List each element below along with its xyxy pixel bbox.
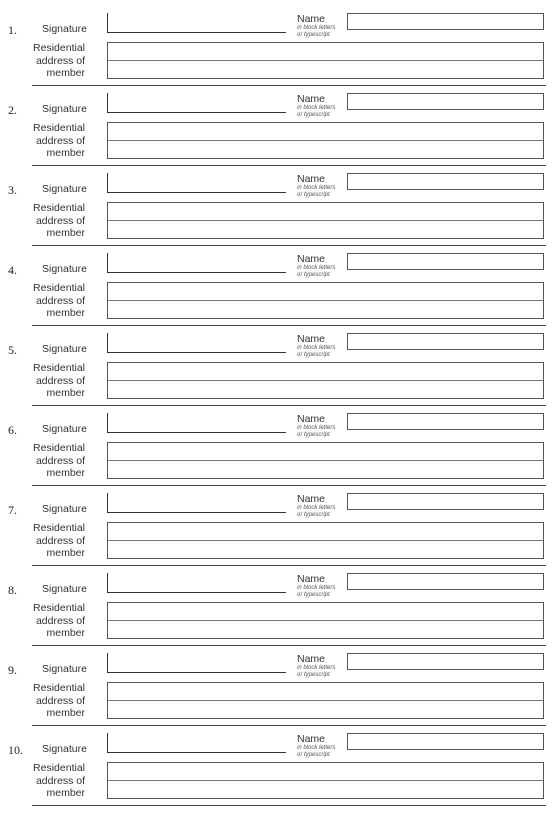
signature-label: Signature	[42, 23, 87, 35]
residential-address-field[interactable]	[107, 682, 544, 719]
address-label-line: Residential	[33, 122, 85, 134]
signature-field[interactable]	[107, 93, 286, 113]
address-line-divider	[108, 60, 543, 61]
entry-number: 9.	[8, 663, 17, 677]
member-entry	[0, 173, 556, 253]
name-field[interactable]	[347, 573, 544, 590]
address-label-line: member	[46, 67, 85, 79]
address-label-line: member	[46, 387, 85, 399]
entry-divider	[32, 645, 546, 646]
address-label-line: address of	[35, 614, 85, 627]
entry-divider	[32, 565, 546, 566]
signature-field[interactable]	[107, 413, 286, 433]
signature-field[interactable]	[107, 573, 286, 593]
name-field[interactable]	[347, 733, 544, 750]
address-label-line: address of	[35, 54, 85, 67]
name-label: Name	[297, 333, 326, 345]
name-hint-block-letters: in block letters	[297, 425, 336, 431]
address-label-line: Residential	[33, 282, 85, 294]
entry-divider	[32, 725, 546, 726]
signature-label: Signature	[42, 103, 87, 115]
entry-divider	[32, 325, 546, 326]
entry-number: 7.	[8, 503, 17, 517]
member-entry	[0, 733, 556, 813]
residential-address-field[interactable]	[107, 522, 544, 559]
address-label-line: Residential	[33, 682, 85, 694]
name-label: Name	[297, 173, 326, 185]
address-label-line: address of	[35, 214, 85, 227]
address-label-line: Residential	[33, 522, 85, 534]
entry-number: 3.	[8, 183, 17, 197]
name-hint-typescript: or typescript	[297, 352, 330, 358]
entry-number: 4.	[8, 263, 17, 277]
address-label-line: member	[46, 547, 85, 559]
name-field[interactable]	[347, 253, 544, 270]
name-hint-block-letters: in block letters	[297, 105, 336, 111]
address-line-divider	[108, 620, 543, 621]
residential-address-label	[15, 602, 85, 640]
name-hint-block-letters: in block letters	[297, 505, 336, 511]
member-entry	[0, 653, 556, 733]
member-entry	[0, 13, 556, 93]
entry-number: 6.	[8, 423, 17, 437]
name-hint-block-letters: in block letters	[297, 25, 336, 31]
signature-label: Signature	[42, 663, 87, 675]
address-line-divider	[108, 780, 543, 781]
address-label-line: Residential	[33, 602, 85, 614]
residential-address-label	[15, 282, 85, 320]
name-field[interactable]	[347, 493, 544, 510]
member-entry	[0, 493, 556, 573]
member-entry	[0, 253, 556, 333]
entry-number: 8.	[8, 583, 17, 597]
signature-label: Signature	[42, 183, 87, 195]
member-entry	[0, 413, 556, 493]
residential-address-label	[15, 362, 85, 400]
signature-field[interactable]	[107, 733, 286, 753]
name-field[interactable]	[347, 173, 544, 190]
name-label: Name	[297, 93, 326, 105]
address-line-divider	[108, 460, 543, 461]
residential-address-field[interactable]	[107, 122, 544, 159]
address-label-line: address of	[35, 454, 85, 467]
address-label-line: member	[46, 147, 85, 159]
address-label-line: address of	[35, 534, 85, 547]
address-label-line: Residential	[33, 362, 85, 374]
signature-field[interactable]	[107, 493, 286, 513]
entry-divider	[32, 165, 546, 166]
member-entry	[0, 93, 556, 173]
name-hint-typescript: or typescript	[297, 752, 330, 758]
signature-field[interactable]	[107, 173, 286, 193]
residential-address-field[interactable]	[107, 42, 544, 79]
residential-address-label	[15, 442, 85, 480]
address-label-line: member	[46, 227, 85, 239]
address-label-line: address of	[35, 134, 85, 147]
address-label-line: address of	[35, 374, 85, 387]
address-label-line: member	[46, 627, 85, 639]
residential-address-field[interactable]	[107, 442, 544, 479]
name-hint-block-letters: in block letters	[297, 585, 336, 591]
address-label-line: address of	[35, 694, 85, 707]
signature-field[interactable]	[107, 653, 286, 673]
entry-divider	[32, 485, 546, 486]
signature-label: Signature	[42, 263, 87, 275]
name-hint-block-letters: in block letters	[297, 345, 336, 351]
name-hint-block-letters: in block letters	[297, 265, 336, 271]
address-line-divider	[108, 380, 543, 381]
name-hint-block-letters: in block letters	[297, 665, 336, 671]
signature-label: Signature	[42, 503, 87, 515]
address-line-divider	[108, 300, 543, 301]
address-label-line: member	[46, 787, 85, 799]
name-label: Name	[297, 253, 326, 265]
name-hint-typescript: or typescript	[297, 512, 330, 518]
address-line-divider	[108, 540, 543, 541]
name-hint-block-letters: in block letters	[297, 185, 336, 191]
address-label-line: Residential	[33, 202, 85, 214]
residential-address-label	[15, 202, 85, 240]
name-hint-typescript: or typescript	[297, 192, 330, 198]
residential-address-field[interactable]	[107, 202, 544, 239]
name-field[interactable]	[347, 653, 544, 670]
signature-field[interactable]	[107, 13, 286, 33]
signature-field[interactable]	[107, 333, 286, 353]
residential-address-label	[15, 522, 85, 560]
name-hint-typescript: or typescript	[297, 32, 330, 38]
address-label-line: member	[46, 307, 85, 319]
name-hint-typescript: or typescript	[297, 672, 330, 678]
name-hint-typescript: or typescript	[297, 112, 330, 118]
address-label-line: Residential	[33, 762, 85, 774]
address-label-line: member	[46, 467, 85, 479]
name-label: Name	[297, 493, 326, 505]
name-field[interactable]	[347, 413, 544, 430]
residential-address-label	[15, 682, 85, 720]
residential-address-label	[15, 762, 85, 800]
address-line-divider	[108, 140, 543, 141]
residential-address-label	[15, 42, 85, 80]
address-line-divider	[108, 700, 543, 701]
address-line-divider	[108, 220, 543, 221]
name-field[interactable]	[347, 333, 544, 350]
address-label-line: Residential	[33, 442, 85, 454]
entry-number: 2.	[8, 103, 17, 117]
entry-divider	[32, 245, 546, 246]
name-field[interactable]	[347, 93, 544, 110]
residential-address-field[interactable]	[107, 362, 544, 399]
name-hint-typescript: or typescript	[297, 592, 330, 598]
member-entry	[0, 333, 556, 413]
entry-divider	[32, 85, 546, 86]
name-label: Name	[297, 413, 326, 425]
name-label: Name	[297, 13, 326, 25]
signature-label: Signature	[42, 423, 87, 435]
entry-number: 5.	[8, 343, 17, 357]
residential-address-field[interactable]	[107, 602, 544, 639]
signature-label: Signature	[42, 343, 87, 355]
name-hint-typescript: or typescript	[297, 432, 330, 438]
residential-address-field[interactable]	[107, 762, 544, 799]
name-label: Name	[297, 573, 326, 585]
address-label-line: address of	[35, 774, 85, 787]
address-label-line: Residential	[33, 42, 85, 54]
signature-field[interactable]	[107, 253, 286, 273]
member-entry	[0, 573, 556, 653]
signature-label: Signature	[42, 743, 87, 755]
name-label: Name	[297, 653, 326, 665]
entry-divider	[32, 805, 546, 806]
address-label-line: address of	[35, 294, 85, 307]
entry-number: 1.	[8, 23, 17, 37]
entry-divider	[32, 405, 546, 406]
residential-address-label	[15, 122, 85, 160]
name-label: Name	[297, 733, 326, 745]
residential-address-field[interactable]	[107, 282, 544, 319]
address-label-line: member	[46, 707, 85, 719]
name-hint-block-letters: in block letters	[297, 745, 336, 751]
entry-number: 10.	[8, 743, 23, 757]
signature-label: Signature	[42, 583, 87, 595]
name-hint-typescript: or typescript	[297, 272, 330, 278]
name-field[interactable]	[347, 13, 544, 30]
